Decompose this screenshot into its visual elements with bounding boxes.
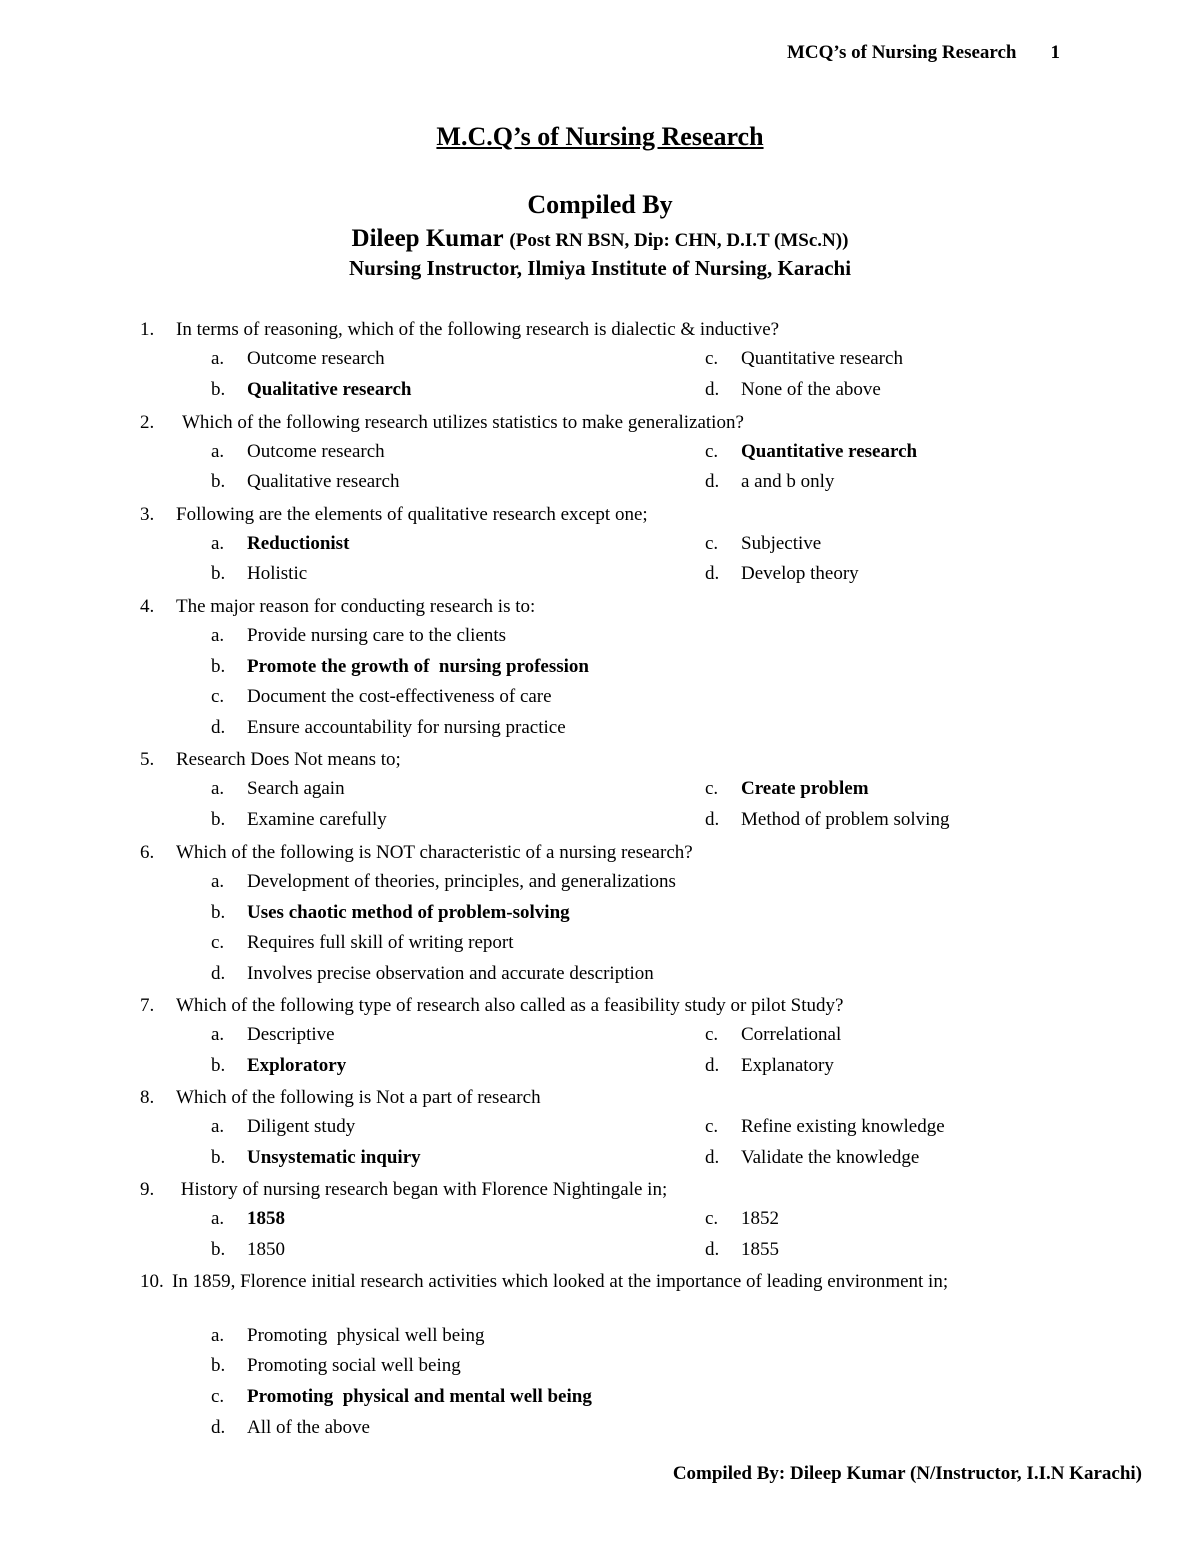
question-text: In 1859, Florence initial research activities which looked at the importance of leading environment in; — [172, 1271, 949, 1292]
question-number: 6. — [140, 842, 155, 863]
question-text: Which of the following is NOT characteristic of a nursing research? — [176, 842, 693, 863]
question-number: 9. — [140, 1179, 155, 1200]
page-footer: Compiled By: Dileep Kumar (N/Instructor, I.I.N Karachi) — [672, 1463, 1142, 1484]
question-text: Which of the following type of research also called as a feasibility study or pilot Study? — [176, 995, 844, 1016]
author-line — [0, 225, 1200, 253]
compiled-by-heading: Compiled By — [527, 190, 673, 219]
question-number: 1. — [140, 319, 155, 340]
author-role: Nursing Instructor, Ilmiya Institute of Nursing, Karachi — [348, 256, 852, 280]
question-number: 8. — [140, 1087, 155, 1108]
question-text: Following are the elements of qualitative research except one; — [176, 504, 648, 525]
question-text: In terms of reasoning, which of the following research is dialectic & inductive? — [176, 319, 780, 340]
question-number: 7. — [140, 995, 155, 1016]
question-number: 3. — [140, 504, 155, 525]
author-credentials: (Post RN BSN, Dip: CHN, D.I.T (MSc.N)) — [509, 230, 849, 251]
running-header — [787, 42, 1060, 64]
question-text: The major reason for conducting research is to: — [176, 596, 536, 617]
header-title: MCQ’s of Nursing Research — [786, 42, 1017, 63]
page-number: 1 — [1050, 42, 1060, 63]
document-title: M.C.Q’s of Nursing Research — [436, 122, 764, 151]
question-number: 2. — [140, 412, 155, 433]
question-number: 5. — [140, 749, 155, 770]
question-text: History of nursing research began with Florence Nightingale in; — [176, 1179, 668, 1200]
question-number: 4. — [140, 596, 155, 617]
question-text: Research Does Not means to; — [176, 749, 401, 770]
question-text: Which of the following research utilizes statistics to make generalization? — [182, 412, 744, 433]
question-text: Which of the following is Not a part of research — [176, 1087, 541, 1108]
author-name: Dileep Kumar — [351, 225, 504, 252]
question-number: 10. — [140, 1271, 164, 1292]
